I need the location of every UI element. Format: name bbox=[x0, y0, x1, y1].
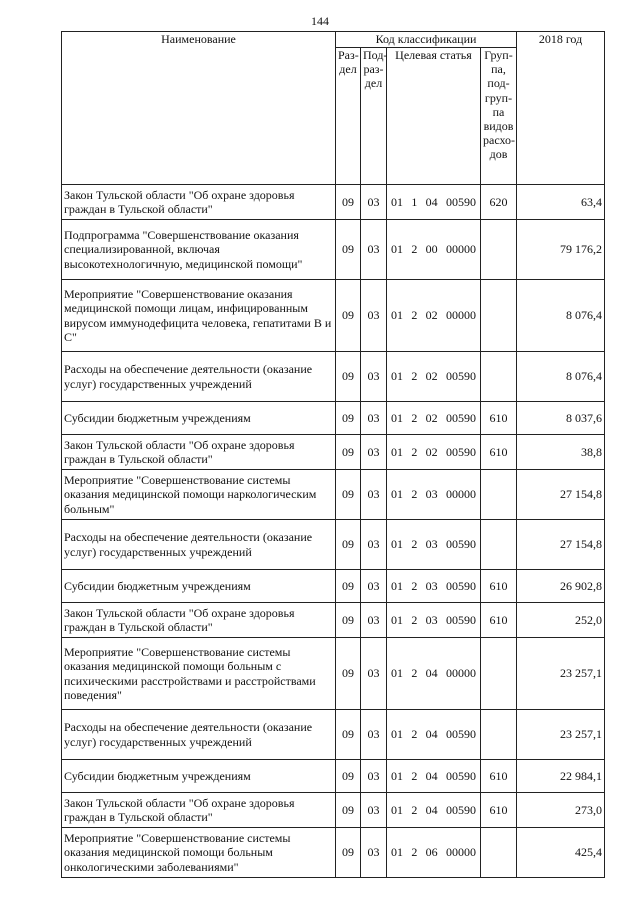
row-expense-group bbox=[481, 520, 517, 570]
row-expense-group: 610 bbox=[481, 793, 517, 828]
row-section: 09 bbox=[336, 570, 361, 603]
header-subsection: Под- раз- дел bbox=[361, 48, 387, 185]
target-subprogram: 2 bbox=[411, 727, 418, 742]
target-direction: 00590 bbox=[445, 537, 476, 552]
table-row bbox=[62, 603, 605, 638]
target-subprogram: 2 bbox=[411, 537, 418, 552]
row-subsection: 03 bbox=[361, 280, 387, 352]
table-body bbox=[62, 185, 605, 878]
table-row bbox=[62, 520, 605, 570]
row-target-article bbox=[387, 520, 481, 570]
table-row bbox=[62, 280, 605, 352]
row-section: 09 bbox=[336, 435, 361, 470]
target-direction: 00590 bbox=[445, 578, 476, 593]
target-event: 04 bbox=[425, 802, 438, 817]
row-amount: 8 037,6 bbox=[517, 402, 605, 435]
row-expense-group: 610 bbox=[481, 570, 517, 603]
row-amount: 38,8 bbox=[517, 435, 605, 470]
row-subsection: 03 bbox=[361, 570, 387, 603]
row-expense-group bbox=[481, 638, 517, 710]
target-program: 01 bbox=[391, 194, 403, 209]
row-name: Подпрограмма "Совершенствование оказания специализированной, включая высокотехнологичную, медицинской помощи" bbox=[62, 220, 336, 280]
row-amount: 425,4 bbox=[517, 828, 605, 878]
target-event: 02 bbox=[425, 369, 438, 384]
table-row bbox=[62, 220, 605, 280]
target-event: 04 bbox=[425, 666, 438, 681]
target-direction: 00000 bbox=[445, 242, 476, 257]
target-program: 01 bbox=[391, 768, 403, 783]
row-amount: 23 257,1 bbox=[517, 638, 605, 710]
target-subprogram: 2 bbox=[411, 487, 418, 502]
target-subprogram: 2 bbox=[411, 845, 418, 860]
row-subsection: 03 bbox=[361, 710, 387, 760]
row-target-article bbox=[387, 828, 481, 878]
target-direction: 00590 bbox=[445, 768, 476, 783]
page-number: 144 bbox=[311, 14, 329, 28]
target-program: 01 bbox=[391, 666, 403, 681]
target-direction: 00000 bbox=[445, 487, 476, 502]
table-row bbox=[62, 185, 605, 220]
row-subsection: 03 bbox=[361, 470, 387, 520]
target-event: 03 bbox=[425, 612, 438, 627]
row-section: 09 bbox=[336, 402, 361, 435]
target-program: 01 bbox=[391, 845, 403, 860]
target-program: 01 bbox=[391, 410, 403, 425]
target-subprogram: 1 bbox=[411, 194, 418, 209]
row-subsection: 03 bbox=[361, 603, 387, 638]
row-section: 09 bbox=[336, 470, 361, 520]
table-row bbox=[62, 570, 605, 603]
row-name: Субсидии бюджетным учреждениям bbox=[62, 402, 336, 435]
target-event: 00 bbox=[425, 242, 438, 257]
row-section: 09 bbox=[336, 520, 361, 570]
row-section: 09 bbox=[336, 352, 361, 402]
row-amount: 252,0 bbox=[517, 603, 605, 638]
row-subsection: 03 bbox=[361, 185, 387, 220]
target-program: 01 bbox=[391, 537, 403, 552]
target-subprogram: 2 bbox=[411, 410, 418, 425]
row-target-article bbox=[387, 793, 481, 828]
target-program: 01 bbox=[391, 612, 403, 627]
row-name: Субсидии бюджетным учреждениям bbox=[62, 570, 336, 603]
row-expense-group bbox=[481, 352, 517, 402]
row-expense-group bbox=[481, 710, 517, 760]
row-subsection: 03 bbox=[361, 793, 387, 828]
row-subsection: 03 bbox=[361, 352, 387, 402]
target-direction: 00590 bbox=[445, 612, 476, 627]
target-subprogram: 2 bbox=[411, 768, 418, 783]
row-target-article bbox=[387, 470, 481, 520]
target-program: 01 bbox=[391, 369, 403, 384]
target-event: 06 bbox=[425, 845, 438, 860]
row-amount: 8 076,4 bbox=[517, 352, 605, 402]
table-row bbox=[62, 435, 605, 470]
target-event: 03 bbox=[425, 578, 438, 593]
row-amount: 23 257,1 bbox=[517, 710, 605, 760]
row-subsection: 03 bbox=[361, 220, 387, 280]
target-direction: 00590 bbox=[445, 802, 476, 817]
row-subsection: 03 bbox=[361, 520, 387, 570]
row-target-article bbox=[387, 570, 481, 603]
row-amount: 8 076,4 bbox=[517, 280, 605, 352]
target-event: 04 bbox=[425, 768, 438, 783]
header-target-article: Целевая статья bbox=[387, 48, 481, 185]
row-target-article bbox=[387, 220, 481, 280]
target-event: 03 bbox=[425, 487, 438, 502]
table-row bbox=[62, 638, 605, 710]
header-name: Наименование bbox=[62, 32, 336, 185]
target-subprogram: 2 bbox=[411, 308, 418, 323]
row-name: Мероприятие "Совершенствование оказания медицинской помощи лицам, инфицированным вирусом иммунодефицита человека, гепатитами В и С" bbox=[62, 280, 336, 352]
row-target-article bbox=[387, 710, 481, 760]
budget-table bbox=[61, 31, 605, 878]
row-section: 09 bbox=[336, 793, 361, 828]
target-direction: 00590 bbox=[445, 410, 476, 425]
target-subprogram: 2 bbox=[411, 444, 418, 459]
table-row bbox=[62, 352, 605, 402]
row-section: 09 bbox=[336, 185, 361, 220]
target-program: 01 bbox=[391, 487, 403, 502]
row-section: 09 bbox=[336, 760, 361, 793]
row-name: Закон Тульской области "Об охране здоровья граждан в Тульской области" bbox=[62, 603, 336, 638]
row-amount: 63,4 bbox=[517, 185, 605, 220]
target-event: 02 bbox=[425, 444, 438, 459]
header-section: Раз- дел bbox=[336, 48, 361, 185]
table-row bbox=[62, 710, 605, 760]
row-expense-group bbox=[481, 470, 517, 520]
row-expense-group bbox=[481, 828, 517, 878]
row-subsection: 03 bbox=[361, 828, 387, 878]
target-direction: 00590 bbox=[445, 444, 476, 459]
row-section: 09 bbox=[336, 220, 361, 280]
row-name: Закон Тульской области "Об охране здоровья граждан в Тульской области" bbox=[62, 435, 336, 470]
row-name: Субсидии бюджетным учреждениям bbox=[62, 760, 336, 793]
target-program: 01 bbox=[391, 578, 403, 593]
row-amount: 273,0 bbox=[517, 793, 605, 828]
row-expense-group: 620 bbox=[481, 185, 517, 220]
target-program: 01 bbox=[391, 444, 403, 459]
target-direction: 00000 bbox=[445, 666, 476, 681]
row-name: Мероприятие "Совершенствование системы оказания медицинской помощи больным с психическими расстройствами и расстройствами поведения" bbox=[62, 638, 336, 710]
row-name: Закон Тульской области "Об охране здоровья граждан в Тульской области" bbox=[62, 793, 336, 828]
target-direction: 00590 bbox=[445, 194, 476, 209]
row-target-article bbox=[387, 638, 481, 710]
target-subprogram: 2 bbox=[411, 369, 418, 384]
target-direction: 00590 bbox=[445, 369, 476, 384]
row-target-article bbox=[387, 280, 481, 352]
target-event: 02 bbox=[425, 410, 438, 425]
table-row bbox=[62, 828, 605, 878]
row-name: Мероприятие "Совершенствование системы оказания медицинской помощи наркологическим больным" bbox=[62, 470, 336, 520]
row-amount: 79 176,2 bbox=[517, 220, 605, 280]
target-subprogram: 2 bbox=[411, 666, 418, 681]
row-target-article bbox=[387, 435, 481, 470]
row-amount: 27 154,8 bbox=[517, 470, 605, 520]
target-subprogram: 2 bbox=[411, 802, 418, 817]
target-direction: 00590 bbox=[445, 727, 476, 742]
target-direction: 00000 bbox=[445, 845, 476, 860]
row-name: Закон Тульской области "Об охране здоровья граждан в Тульской области" bbox=[62, 185, 336, 220]
row-target-article bbox=[387, 185, 481, 220]
table-row bbox=[62, 470, 605, 520]
row-amount: 22 984,1 bbox=[517, 760, 605, 793]
table-row bbox=[62, 402, 605, 435]
header-classification: Код классификации bbox=[336, 32, 517, 48]
row-amount: 27 154,8 bbox=[517, 520, 605, 570]
row-name: Расходы на обеспечение деятельности (оказание услуг) государственных учреждений bbox=[62, 520, 336, 570]
target-program: 01 bbox=[391, 727, 403, 742]
row-subsection: 03 bbox=[361, 760, 387, 793]
target-program: 01 bbox=[391, 242, 403, 257]
target-subprogram: 2 bbox=[411, 578, 418, 593]
row-section: 09 bbox=[336, 280, 361, 352]
header-year: 2018 год bbox=[517, 32, 605, 185]
target-event: 02 bbox=[425, 308, 438, 323]
row-expense-group bbox=[481, 280, 517, 352]
row-name: Мероприятие "Совершенствование системы оказания медицинской помощи больным онкологическими заболеваниями" bbox=[62, 828, 336, 878]
row-section: 09 bbox=[336, 603, 361, 638]
row-section: 09 bbox=[336, 828, 361, 878]
target-direction: 00000 bbox=[445, 308, 476, 323]
target-program: 01 bbox=[391, 802, 403, 817]
target-subprogram: 2 bbox=[411, 242, 418, 257]
row-subsection: 03 bbox=[361, 402, 387, 435]
row-target-article bbox=[387, 402, 481, 435]
row-section: 09 bbox=[336, 710, 361, 760]
row-expense-group: 610 bbox=[481, 760, 517, 793]
target-event: 04 bbox=[425, 727, 438, 742]
row-expense-group: 610 bbox=[481, 435, 517, 470]
target-event: 03 bbox=[425, 537, 438, 552]
header-expense-group: Груп- па, под- груп- па видов расхо- дов bbox=[481, 48, 517, 185]
row-subsection: 03 bbox=[361, 435, 387, 470]
row-name: Расходы на обеспечение деятельности (оказание услуг) государственных учреждений bbox=[62, 710, 336, 760]
table-row bbox=[62, 760, 605, 793]
row-target-article bbox=[387, 760, 481, 793]
row-amount: 26 902,8 bbox=[517, 570, 605, 603]
row-section: 09 bbox=[336, 638, 361, 710]
target-event: 04 bbox=[425, 194, 438, 209]
row-expense-group bbox=[481, 220, 517, 280]
row-subsection: 03 bbox=[361, 638, 387, 710]
row-target-article bbox=[387, 352, 481, 402]
row-expense-group: 610 bbox=[481, 402, 517, 435]
target-program: 01 bbox=[391, 308, 403, 323]
target-subprogram: 2 bbox=[411, 612, 418, 627]
row-name: Расходы на обеспечение деятельности (оказание услуг) государственных учреждений bbox=[62, 352, 336, 402]
table-header bbox=[62, 32, 605, 185]
table-row bbox=[62, 793, 605, 828]
row-expense-group: 610 bbox=[481, 603, 517, 638]
row-target-article bbox=[387, 603, 481, 638]
